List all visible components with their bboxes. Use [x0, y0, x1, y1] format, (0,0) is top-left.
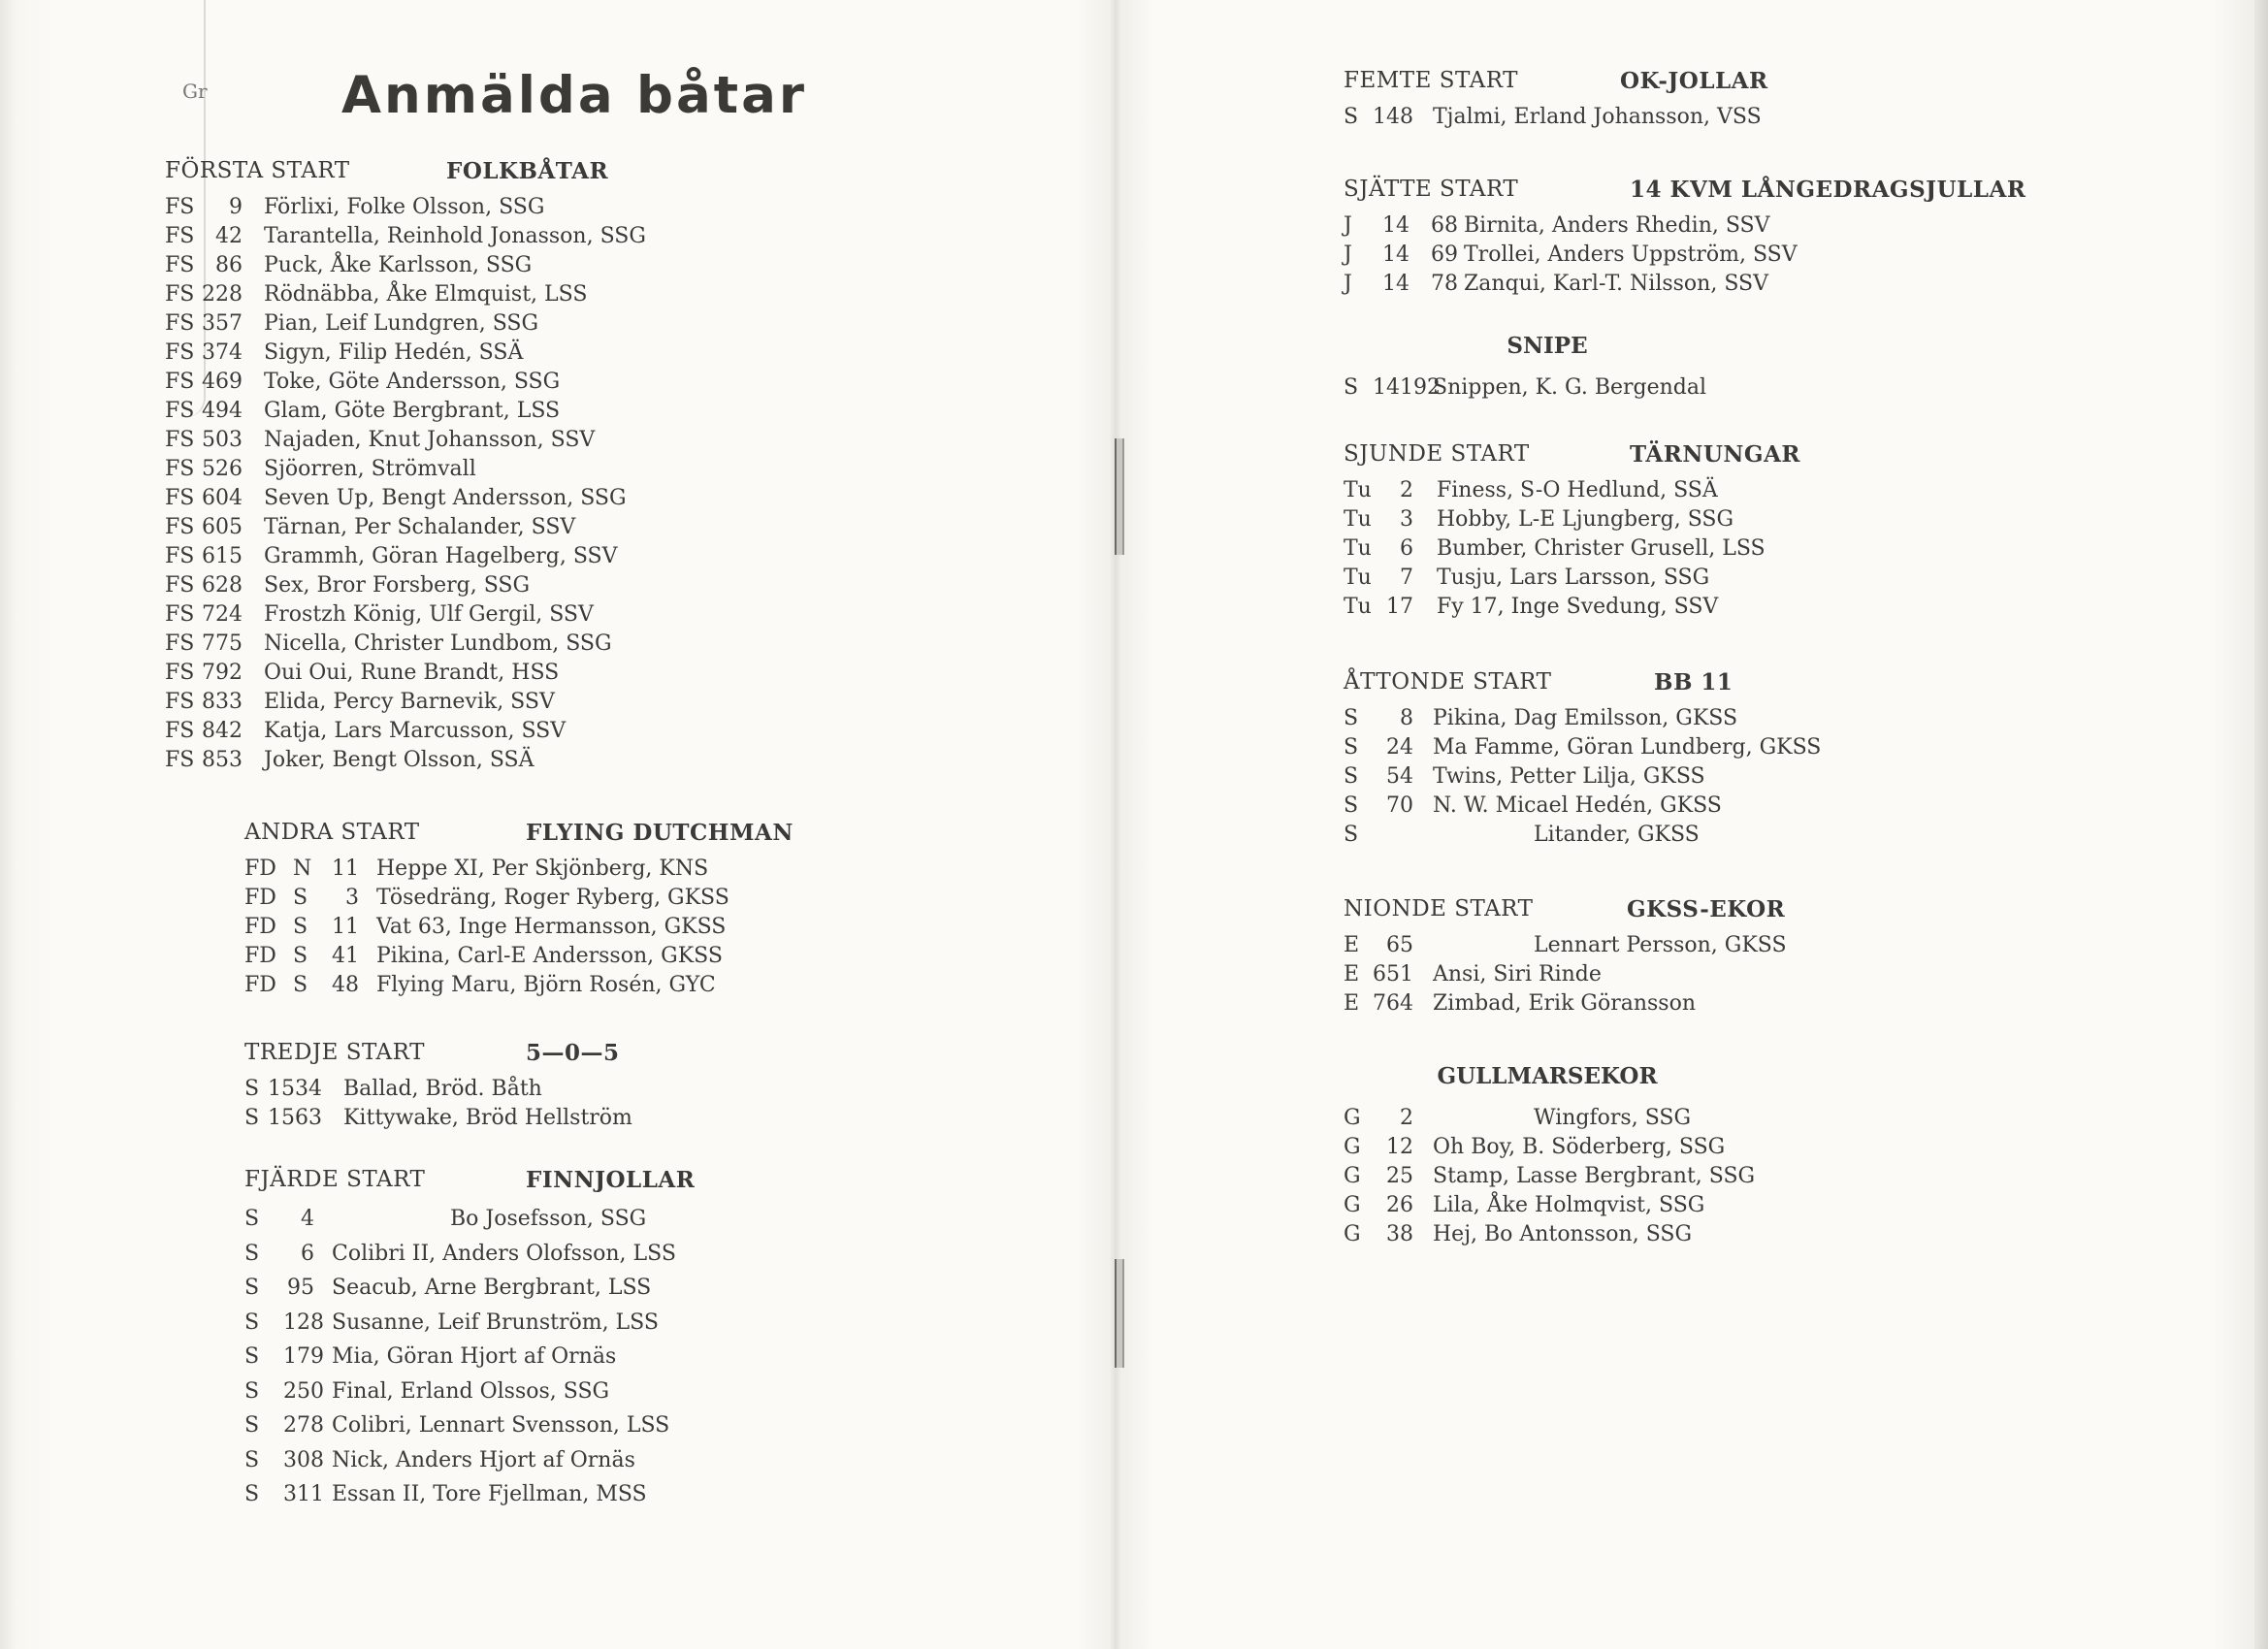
entry-row	[1344, 821, 2042, 850]
sail-number: 7	[1400, 566, 1413, 590]
entry-row	[1344, 1191, 2042, 1220]
boat-entry: Grammh, Göran Hagelberg, SSV	[264, 544, 618, 568]
class-prefix: S	[244, 1310, 260, 1335]
section-gullmarsekor	[1344, 1063, 2042, 1249]
boat-entry: Hej, Bo Antonsson, SSG	[1433, 1222, 1693, 1246]
boat-entry: Oh Boy, B. Söderberg, SSG	[1433, 1135, 1726, 1159]
class-prefix: FS	[165, 515, 195, 539]
section-header	[1344, 177, 2042, 211]
entry-row	[165, 571, 863, 600]
section-header	[244, 1040, 943, 1075]
sail-number: 1563	[268, 1106, 322, 1130]
entry-row	[244, 1271, 943, 1306]
entry-row	[165, 222, 863, 251]
sail-number: 764	[1373, 991, 1413, 1016]
boat-entry: Katja, Lars Marcusson, SSV	[264, 719, 567, 743]
boat-entry: Puck, Åke Karlsson, SSG	[264, 253, 533, 277]
sail-number: 842	[202, 719, 243, 743]
class-prefix: FS	[165, 253, 195, 277]
section-header	[1344, 669, 2042, 704]
entry-row	[1344, 1133, 2042, 1162]
class-prefix: FD	[244, 857, 276, 881]
boat-entry: Rödnäbba, Åke Elmquist, LSS	[264, 282, 588, 307]
class-prefix: FS	[165, 195, 195, 219]
section-gkss-ekor	[1344, 896, 2042, 1018]
sail-number: 503	[202, 428, 243, 452]
boat-entry: Toke, Göte Andersson, SSG	[264, 370, 561, 394]
boat-entry: Hobby, L-E Ljungberg, SSG	[1437, 507, 1734, 532]
entry-row	[165, 339, 863, 368]
class-prefix: S	[1344, 735, 1359, 760]
sail-number: 1534	[268, 1077, 322, 1101]
sail-number: 11	[332, 915, 359, 939]
class-prefix: FS	[165, 457, 195, 481]
sail-number: 3	[345, 886, 359, 910]
nation-code: 14	[1382, 272, 1409, 296]
sail-number: 8	[1400, 706, 1413, 730]
entry-row	[244, 1477, 943, 1512]
margin-note: Gr	[182, 80, 208, 103]
class-prefix: FD	[244, 915, 276, 939]
entry-row	[244, 913, 943, 942]
class-prefix: G	[1344, 1193, 1361, 1217]
start-label: FJÄRDE START	[244, 1167, 426, 1192]
sail-number: 70	[1386, 793, 1413, 818]
class-prefix: S	[1344, 823, 1359, 847]
class-prefix: S	[244, 1447, 260, 1472]
sail-number: 853	[202, 748, 243, 772]
entry-row	[1344, 762, 2042, 792]
entry-row	[1344, 103, 2042, 132]
sail-number: 78	[1431, 272, 1458, 296]
boat-entry: Glam, Göte Bergbrant, LSS	[264, 399, 561, 423]
section-header	[1344, 441, 2042, 476]
section-header	[1344, 896, 2042, 931]
boat-entry: Wingfors, SSG	[1534, 1106, 1692, 1130]
sail-number: 148	[1373, 105, 1413, 129]
nation-code: S	[293, 944, 308, 968]
entry-row	[244, 1374, 943, 1409]
book-gutter	[1109, 0, 1122, 1649]
entry-row	[165, 280, 863, 309]
class-prefix: J	[1344, 272, 1352, 296]
entry-row	[1344, 593, 2042, 622]
sail-number: 11	[332, 857, 359, 881]
boat-entry: Pikina, Dag Emilsson, GKSS	[1433, 706, 1738, 730]
sail-number: 724	[202, 602, 243, 627]
sail-number: 311	[283, 1482, 324, 1506]
sail-number: 651	[1373, 962, 1413, 986]
entry-row	[165, 542, 863, 571]
start-label: TREDJE START	[244, 1040, 425, 1065]
sail-number: 604	[202, 486, 243, 510]
boat-entry: Ma Famme, Göran Lundberg, GKSS	[1433, 735, 1822, 760]
boat-entry: Twins, Petter Lilja, GKSS	[1433, 764, 1705, 789]
entry-row	[1344, 270, 2042, 299]
boat-entry: Essan II, Tore Fjellman, MSS	[332, 1482, 647, 1506]
class-prefix: S	[244, 1077, 260, 1101]
class-prefix: G	[1344, 1135, 1361, 1159]
class-prefix: S	[1344, 764, 1359, 789]
start-label: SJÄTTE START	[1344, 177, 1519, 202]
sail-number: 228	[202, 282, 243, 307]
class-prefix: S	[244, 1276, 260, 1300]
class-prefix: FS	[165, 631, 195, 656]
class-prefix: FD	[244, 886, 276, 910]
sail-number: 526	[202, 457, 243, 481]
section-snipe	[1344, 333, 2042, 403]
boat-entry: N. W. Micael Hedén, GKSS	[1433, 793, 1722, 818]
nation-code: S	[293, 886, 308, 910]
boat-entry: Lennart Persson, GKSS	[1534, 933, 1787, 957]
entry-row	[165, 659, 863, 688]
sail-number: 833	[202, 690, 243, 714]
class-prefix: FS	[165, 748, 195, 772]
class-prefix: FS	[165, 340, 195, 365]
sail-number: 179	[283, 1344, 324, 1369]
sail-number: 605	[202, 515, 243, 539]
sail-number: 68	[1431, 213, 1458, 238]
boat-entry: Tösedräng, Roger Ryberg, GKSS	[376, 886, 729, 910]
class-prefix: J	[1344, 242, 1352, 267]
nation-code: S	[293, 973, 308, 997]
class-prefix: G	[1344, 1222, 1361, 1246]
boat-entry: Nick, Anders Hjort af Ornäs	[332, 1447, 635, 1472]
boat-entry: Frostzh König, Ulf Gergil, SSV	[264, 602, 594, 627]
boat-entry: Finess, S-O Hedlund, SSÄ	[1437, 478, 1718, 502]
entry-row	[1344, 704, 2042, 733]
boat-entry: Pian, Leif Lundgren, SSG	[264, 311, 539, 336]
entry-row	[1344, 373, 2042, 403]
sail-number: 494	[202, 399, 243, 423]
sail-number: 357	[202, 311, 243, 336]
entry-row	[244, 1237, 943, 1272]
sail-number: 6	[301, 1241, 314, 1266]
section-header	[1344, 68, 2042, 103]
class-label: OK-JOLLAR	[1620, 68, 1768, 94]
class-prefix: S	[244, 1106, 260, 1130]
sail-number: 128	[283, 1310, 324, 1335]
class-prefix: S	[244, 1344, 260, 1369]
boat-entry: Najaden, Knut Johansson, SSV	[264, 428, 596, 452]
sail-number: 95	[287, 1276, 314, 1300]
boat-entry: Sigyn, Filip Hedén, SSÄ	[264, 340, 524, 365]
class-label: BB 11	[1654, 669, 1733, 695]
boat-entry: Zanqui, Karl-T. Nilsson, SSV	[1464, 272, 1768, 296]
class-prefix: FS	[165, 544, 195, 568]
start-label: FEMTE START	[1344, 68, 1518, 93]
nation-code: N	[293, 857, 312, 881]
entry-row	[1344, 960, 2042, 989]
start-label: NIONDE START	[1344, 896, 1534, 922]
class-prefix: FS	[165, 602, 195, 627]
entry-row	[244, 1104, 943, 1133]
entry-row	[165, 746, 863, 775]
class-prefix: S	[244, 1413, 260, 1438]
sail-number: 374	[202, 340, 243, 365]
entry-row	[165, 717, 863, 746]
boat-entry: Ballad, Bröd. Båth	[343, 1077, 542, 1101]
class-prefix: S	[244, 1241, 260, 1266]
boat-entry: Nicella, Christer Lundbom, SSG	[264, 631, 612, 656]
entry-row	[244, 1306, 943, 1341]
entry-row	[1344, 1220, 2042, 1249]
section-505	[244, 1040, 943, 1133]
entry-row	[165, 251, 863, 280]
entry-row	[1344, 733, 2042, 762]
boat-entry: Tjalmi, Erland Johansson, VSS	[1433, 105, 1762, 129]
boat-entry: Joker, Bengt Olsson, SSÄ	[264, 748, 535, 772]
class-prefix: FS	[165, 282, 195, 307]
sail-number: 2	[1400, 1106, 1413, 1130]
class-prefix: S	[1344, 706, 1359, 730]
class-prefix: FS	[165, 311, 195, 336]
entry-row	[165, 309, 863, 339]
class-prefix: FS	[165, 719, 195, 743]
boat-entry: Förlixi, Folke Olsson, SSG	[264, 195, 545, 219]
sail-number: 628	[202, 573, 243, 598]
class-prefix: FS	[165, 399, 195, 423]
class-prefix: FS	[165, 661, 195, 685]
page-title: Anmälda båtar	[341, 66, 808, 125]
boat-entry: Oui Oui, Rune Brandt, HSS	[264, 661, 560, 685]
class-label: 14 KVM LÅNGEDRAGSJULLAR	[1630, 177, 2026, 203]
sail-number: 615	[202, 544, 243, 568]
entry-row	[244, 942, 943, 971]
class-prefix: Tu	[1344, 536, 1372, 561]
section-bb11	[1344, 669, 2042, 850]
class-label: FOLKBÅTAR	[446, 158, 609, 184]
entry-row	[165, 455, 863, 484]
boat-entry: Tusju, Lars Larsson, SSG	[1437, 566, 1710, 590]
sail-number: 17	[1386, 595, 1413, 619]
class-label: FINNJOLLAR	[526, 1167, 696, 1193]
boat-entry: Susanne, Leif Brunström, LSS	[332, 1310, 659, 1335]
section-flying-dutchman	[244, 820, 943, 1000]
class-prefix: FD	[244, 973, 276, 997]
entry-row	[1344, 989, 2042, 1018]
entry-row	[165, 368, 863, 397]
entry-row	[1344, 1162, 2042, 1191]
class-prefix: G	[1344, 1164, 1361, 1188]
class-prefix: G	[1344, 1106, 1361, 1130]
sail-number: 6	[1400, 536, 1413, 561]
class-label: GULLMARSEKOR	[1437, 1063, 1658, 1089]
sail-number: 48	[332, 973, 359, 997]
start-label: FÖRSTA START	[165, 158, 350, 183]
boat-entry: Heppe XI, Per Skjönberg, KNS	[376, 857, 709, 881]
section-header	[244, 1167, 943, 1202]
entry-row	[244, 1443, 943, 1478]
start-label: SJUNDE START	[1344, 441, 1530, 467]
sail-number: 250	[283, 1378, 324, 1404]
entry-row	[1344, 211, 2042, 241]
sail-number: 65	[1386, 933, 1413, 957]
class-prefix: FS	[165, 370, 195, 394]
entry-row	[165, 484, 863, 513]
entry-row	[165, 688, 863, 717]
entry-row	[1344, 476, 2042, 505]
class-prefix: FS	[165, 573, 195, 598]
boat-entry: Fy 17, Inge Svedung, SSV	[1437, 595, 1719, 619]
class-label: GKSS-EKOR	[1627, 896, 1786, 922]
entry-row	[244, 1075, 943, 1104]
boat-entry: Kittywake, Bröd Hellström	[343, 1106, 632, 1130]
page-edge	[2254, 0, 2268, 1649]
start-label: ÅTTONDE START	[1344, 669, 1552, 695]
boat-entry: Colibri II, Anders Olofsson, LSS	[332, 1241, 676, 1266]
class-prefix: S	[244, 1482, 260, 1506]
sail-number: 308	[283, 1447, 324, 1472]
class-prefix: Tu	[1344, 478, 1372, 502]
sail-number: 278	[283, 1413, 324, 1438]
class-prefix: J	[1344, 213, 1352, 238]
entry-row	[165, 426, 863, 455]
boat-entry: Birnita, Anders Rhedin, SSV	[1464, 213, 1770, 238]
entry-row	[165, 600, 863, 630]
boat-entry: Colibri, Lennart Svensson, LSS	[332, 1413, 670, 1438]
class-label: TÄRNUNGAR	[1630, 441, 1801, 468]
section-folkbatar	[165, 158, 863, 775]
sail-number: 4	[301, 1207, 314, 1231]
entry-row	[1344, 792, 2042, 821]
entry-row	[244, 1340, 943, 1374]
boat-entry: Flying Maru, Björn Rosén, GYC	[376, 973, 716, 997]
sail-number: 9	[229, 195, 243, 219]
class-prefix: FS	[165, 428, 195, 452]
sail-number: 12	[1386, 1135, 1413, 1159]
boat-entry: Elida, Percy Barnevik, SSV	[264, 690, 555, 714]
boat-entry: Tärnan, Per Schalander, SSV	[264, 515, 576, 539]
sail-number: 26	[1386, 1193, 1413, 1217]
class-prefix: S	[1344, 105, 1359, 129]
sail-number: 775	[202, 631, 243, 656]
entry-row	[1344, 931, 2042, 960]
section-tarnungar	[1344, 441, 2042, 622]
sail-number: 69	[1431, 242, 1458, 267]
boat-entry: Sex, Bror Forsberg, SSG	[264, 573, 531, 598]
start-label: ANDRA START	[244, 820, 420, 845]
boat-entry: Litander, GKSS	[1534, 823, 1700, 847]
sail-number: 14192	[1373, 375, 1441, 400]
boat-entry: Mia, Göran Hjort af Ornäs	[332, 1344, 617, 1369]
entry-row	[244, 1408, 943, 1443]
class-prefix: S	[244, 1378, 260, 1404]
entry-row	[1344, 1104, 2042, 1133]
entry-row	[244, 971, 943, 1000]
sail-number: 3	[1400, 507, 1413, 532]
class-prefix: E	[1344, 991, 1360, 1016]
entry-row	[1344, 534, 2042, 564]
boat-entry: Tarantella, Reinhold Jonasson, SSG	[264, 224, 646, 248]
boat-entry: Bumber, Christer Grusell, LSS	[1437, 536, 1766, 561]
sail-number: 42	[215, 224, 243, 248]
entry-row	[165, 397, 863, 426]
section-header	[165, 158, 863, 193]
class-label: SNIPE	[1507, 333, 1588, 359]
entry-row	[1344, 505, 2042, 534]
class-prefix: Tu	[1344, 595, 1372, 619]
nation-code: 14	[1382, 213, 1409, 238]
nation-code: S	[293, 915, 308, 939]
boat-entry: Seacub, Arne Bergbrant, LSS	[332, 1276, 652, 1300]
sail-number: 54	[1386, 764, 1413, 789]
class-prefix: E	[1344, 933, 1360, 957]
boat-entry: Lila, Åke Holmqvist, SSG	[1433, 1193, 1705, 1217]
class-label: 5—0—5	[526, 1040, 620, 1066]
entry-row	[165, 513, 863, 542]
boat-entry: Zimbad, Erik Göransson	[1433, 991, 1697, 1016]
sail-number: 86	[215, 253, 243, 277]
staple-bottom	[1115, 1259, 1124, 1368]
sail-number: 25	[1386, 1164, 1413, 1188]
sail-number: 24	[1386, 735, 1413, 760]
section-finnjollar	[244, 1167, 943, 1512]
entry-row	[1344, 241, 2042, 270]
section-header	[244, 820, 943, 855]
entry-row	[165, 630, 863, 659]
class-prefix: FS	[165, 224, 195, 248]
entry-row	[244, 855, 943, 884]
sail-number: 38	[1386, 1222, 1413, 1246]
class-prefix: S	[1344, 375, 1359, 400]
entry-row	[1344, 564, 2042, 593]
nation-code: 14	[1382, 242, 1409, 267]
boat-entry: Trollei, Anders Uppström, SSV	[1464, 242, 1798, 267]
class-prefix: FS	[165, 690, 195, 714]
sail-number: 469	[202, 370, 243, 394]
boat-entry: Sjöorren, Strömvall	[264, 457, 476, 481]
class-prefix: FS	[165, 486, 195, 510]
boat-entry: Bo Josefsson, SSG	[450, 1207, 647, 1231]
boat-entry: Snippen, K. G. Bergendal	[1433, 375, 1707, 400]
class-prefix: Tu	[1344, 507, 1372, 532]
section-ok-jollar	[1344, 68, 2042, 132]
class-prefix: E	[1344, 962, 1360, 986]
class-label: FLYING DUTCHMAN	[526, 820, 794, 846]
section-14-kvm	[1344, 177, 2042, 299]
class-prefix: S	[1344, 793, 1359, 818]
class-prefix: S	[244, 1207, 260, 1231]
boat-entry: Vat 63, Inge Hermansson, GKSS	[376, 915, 727, 939]
boat-entry: Pikina, Carl-E Andersson, GKSS	[376, 944, 723, 968]
entry-row	[165, 193, 863, 222]
staple-top	[1115, 438, 1124, 555]
boat-entry: Stamp, Lasse Bergbrant, SSG	[1433, 1164, 1756, 1188]
sail-number: 41	[332, 944, 359, 968]
boat-entry: Ansi, Siri Rinde	[1433, 962, 1602, 986]
boat-entry: Seven Up, Bengt Andersson, SSG	[264, 486, 627, 510]
sail-number: 2	[1400, 478, 1413, 502]
boat-entry: Final, Erland Olssos, SSG	[332, 1378, 610, 1404]
entry-row	[244, 1202, 943, 1237]
entry-row	[244, 884, 943, 913]
class-prefix: FD	[244, 944, 276, 968]
sail-number: 792	[202, 661, 243, 685]
class-prefix: Tu	[1344, 566, 1372, 590]
